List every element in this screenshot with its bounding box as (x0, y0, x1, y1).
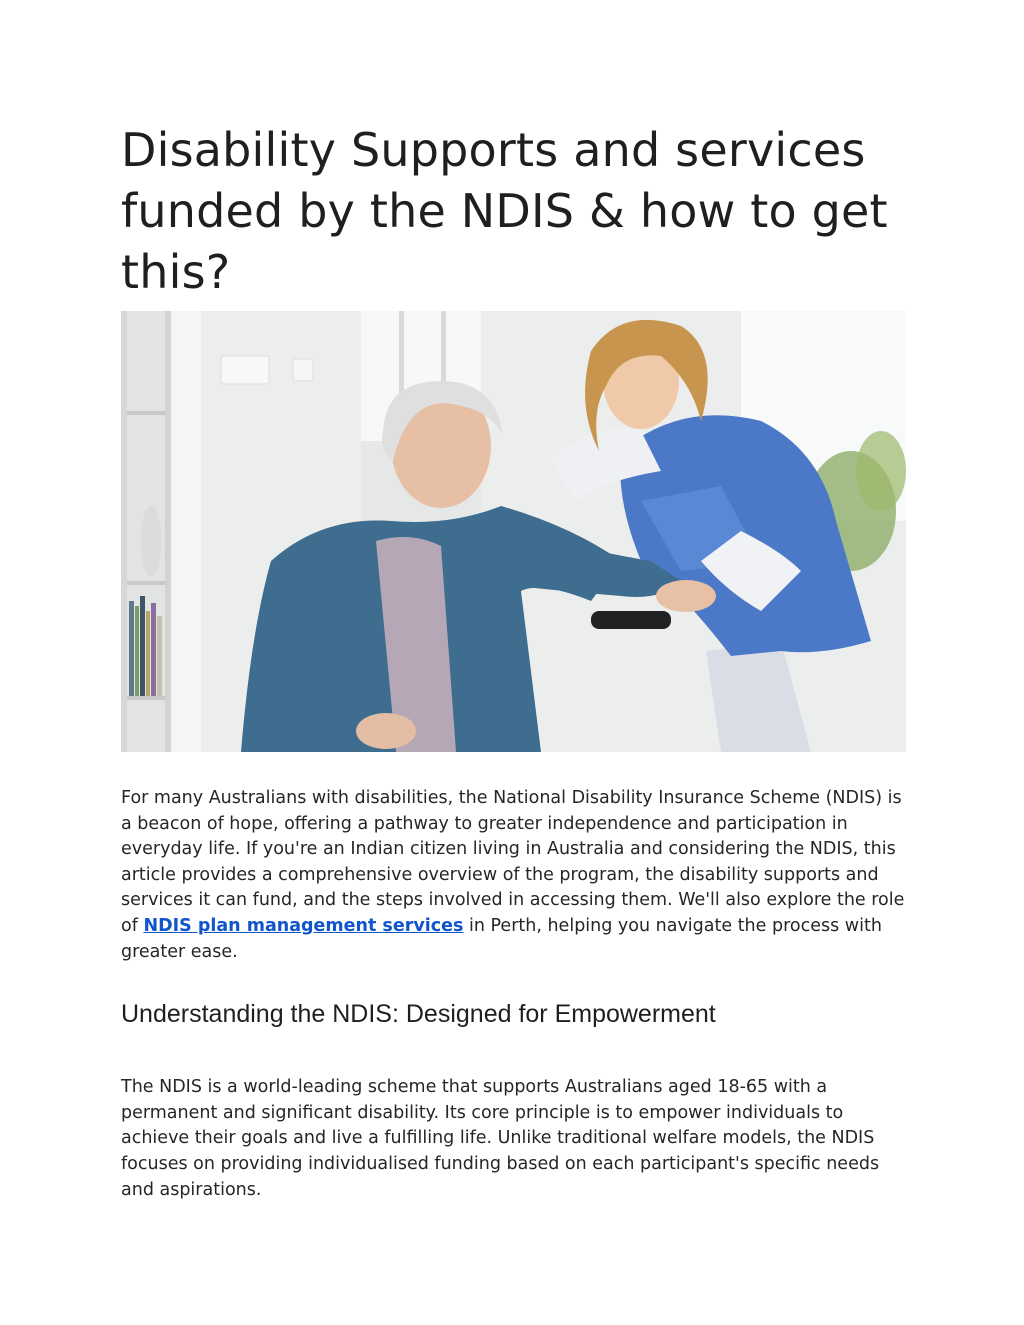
section-body: The NDIS is a world-leading scheme that supports Australians aged 18-65 with a permanent and significant disability. Its core principle is to empower individuals to achieve their goals and live a fulfilling life. Unlike traditional welfare models, the NDIS focuses on providing individualised funding based on each participant's specific needs and aspirations. (121, 1077, 880, 1200)
intro-text-start: For many Australians with disabilities, the National Disability Insurance Scheme (NDIS) is a beacon of hope, offering a pathway to greater independence and participation in everyday life. If you're an Indian citizen living in Australia and considering the NDIS, this article provides a comprehensive overview of the program, the disability supports and services it can fund, and the steps involved in accessing them. We'll also explore the role of (121, 788, 905, 936)
intro-paragraph (121, 786, 906, 965)
section-heading: Understanding the NDIS: Designed for Empowerment (121, 1000, 716, 1029)
page-title: Disability Supports and services funded by the NDIS & how to get this? (121, 123, 888, 299)
article (121, 120, 906, 1203)
intro-text-end: in Perth, helping you navigate the process with greater ease. (121, 915, 882, 962)
photo-icon (121, 311, 906, 752)
ndis-plan-management-link[interactable]: NDIS plan management services (143, 915, 464, 936)
hero-image (121, 311, 906, 752)
